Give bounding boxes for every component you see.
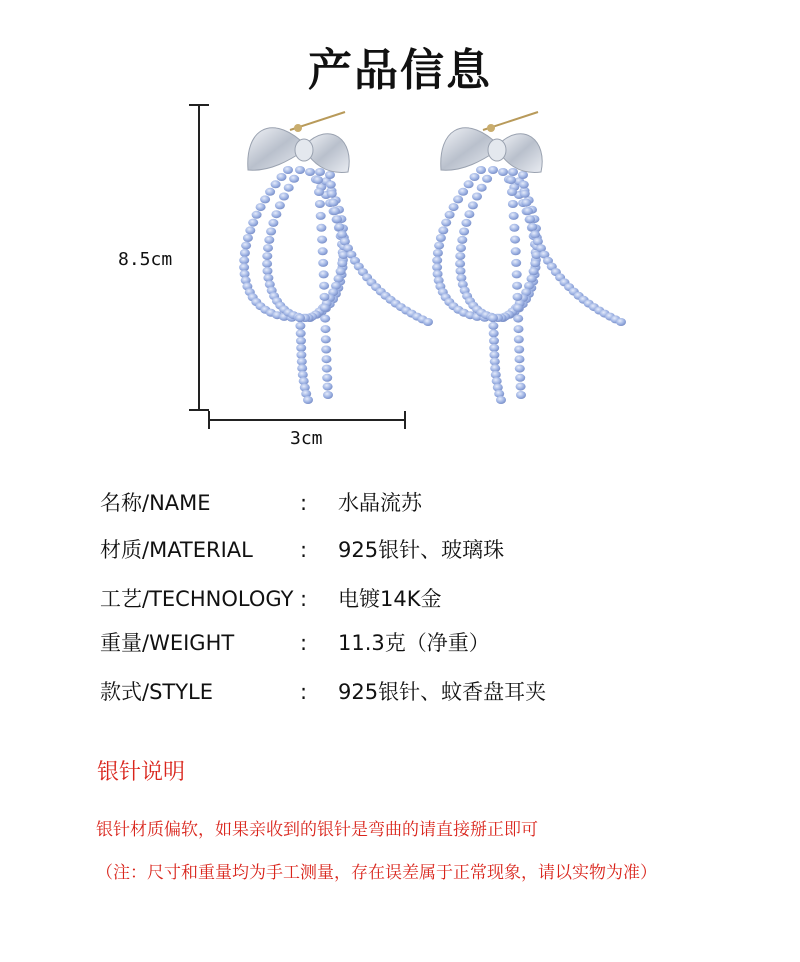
earring <box>239 112 433 404</box>
measurement-disclaimer: （注：尺寸和重量均为手工测量，存在误差属于正常现象，请以实物为准） <box>96 863 657 883</box>
spec-label: 材质/MATERIAL <box>100 538 253 562</box>
page-title: 产品信息 <box>308 45 492 96</box>
spec-value: 电镀14K金 <box>338 587 442 611</box>
spec-value: 水晶流苏 <box>338 491 422 515</box>
spec-colon: : <box>300 631 308 655</box>
spec-label: 重量/WEIGHT <box>100 631 235 655</box>
earring <box>432 112 626 404</box>
spec-colon: : <box>300 538 308 562</box>
silver-needle-heading: 银针说明 <box>97 760 186 785</box>
width-label: 3cm <box>290 428 323 449</box>
silver-needle-note: 银针材质偏软，如果亲收到的银针是弯曲的请直接掰正即可 <box>96 820 538 840</box>
spec-colon: : <box>300 587 308 611</box>
spec-label: 款式/STYLE <box>100 680 214 704</box>
height-dimension-line <box>189 105 209 410</box>
spec-colon: : <box>300 491 308 515</box>
spec-label: 名称/NAME <box>100 491 211 515</box>
product-illustration <box>0 0 800 470</box>
spec-value: 925银针、玻璃珠 <box>338 538 505 562</box>
spec-colon: : <box>300 680 308 704</box>
spec-label: 工艺/TECHNOLOGY <box>100 587 294 611</box>
height-label: 8.5cm <box>118 249 173 270</box>
spec-value: 925银针、蚊香盘耳夹 <box>338 680 547 704</box>
width-dimension-line <box>209 411 405 429</box>
spec-value: 11.3克（净重） <box>338 631 490 655</box>
